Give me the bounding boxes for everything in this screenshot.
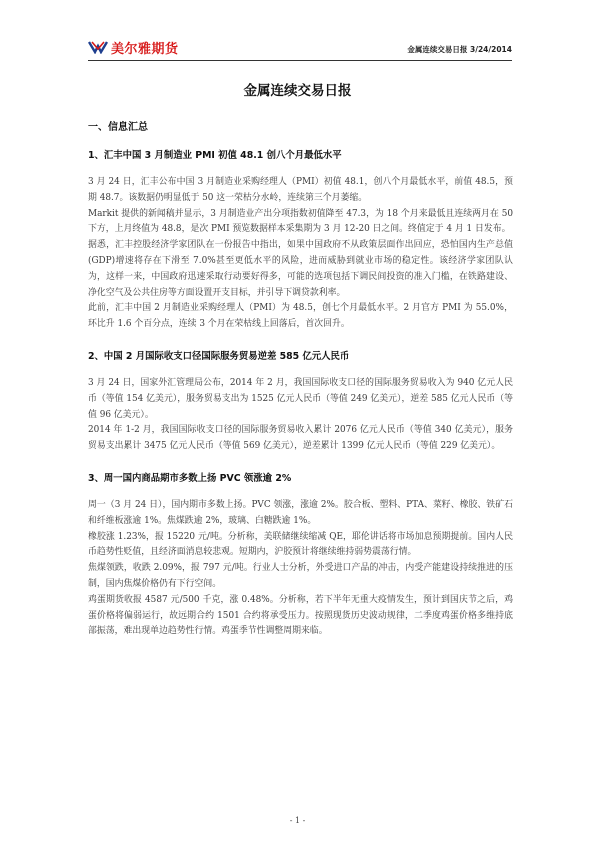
news-heading: 3、周一国内商品期市多数上扬 PVC 领涨逾 2% <box>88 472 292 484</box>
news-heading: 2、中国 2 月国际收支口径国际服务贸易逆差 585 亿元人民币 <box>88 350 350 362</box>
document-body <box>88 118 513 655</box>
paragraph: 3 月 24 日，汇丰公布中国 3 月制造业采购经理人（PMI）初值 48.1，创八个月最低水平，前值 48.5，预期 48.7。该数据仍明显低于 50 这一荣枯分水岭，连续第三个月萎缩。 <box>88 177 513 203</box>
paragraph: 鸡蛋期货收报 4587 元/500 千克，涨 0.48%。分析称，若下半年无重大疫情发生，预计到国庆节之后，鸡蛋价格将偏弱运行，故远期合约 1501 合约将承受压力。按照现货历史波动规律，二季度鸡蛋价格多维持底部振荡，难出现单边趋势性行情。鸡蛋季节性调整周期来临。 <box>88 594 513 637</box>
company-logo <box>88 39 179 55</box>
news-item-1 <box>88 147 513 333</box>
paragraph: Markit 提供的新闻稿并显示，3 月制造业产出分项指数初值降至 47.3，为 18 个月来最低且连续两月在 50 下方，上月终值为 48.8，是次 PMI 预览数据样本采集期为 3 月 12-20 日之间。终值定于 4 月 1 日发布。 <box>88 208 513 235</box>
news-heading: 1、汇丰中国 3 月制造业 PMI 初值 48.1 创八个月最低水平 <box>88 150 342 161</box>
page-header <box>88 36 512 61</box>
paragraph: 橡胶涨 1.23%，报 15220 元/吨。分析称，美联储继续缩减 QE，耶伦讲话将市场加息预期提前。国内人民币趋势性贬值，且经济面消息较悲观。短期内，沪胶预计将继续维持弱势震荡行情。 <box>88 531 513 558</box>
paragraph: 3 月 24 日，国家外汇管理局公布，2014 年 2 月，我国国际收支口径的国际服务贸易收入为 940 亿元人民币（等值 154 亿美元），服务贸易支出为 1525 亿元人民币（等值 249 亿美元），逆差 585 亿元人民币（等值 96 亿美元）。 <box>88 377 513 420</box>
logo-text: 美尔雅期货 <box>111 41 179 57</box>
paragraph: 2014 年 1-2 月，我国国际收支口径的国际服务贸易收入累计 2076 亿元人民币（等值 340 亿美元），服务贸易支出累计 3475 亿元人民币（等值 569 亿美元），逆差累计 1399 亿元人民币（等值 229 亿美元）。 <box>88 425 513 452</box>
header-report-date: 金属连续交易日报 3/24/2014 <box>407 45 512 54</box>
logo-icon <box>88 40 108 54</box>
paragraph: 据悉，汇丰控股经济学家团队在一份报告中指出，如果中国政府不从政策层面作出回应，恐怕国内生产总值(GDP)增速将存在下滑至 7.0%甚至更低水平的风险，进而威胁到就业市场的稳定性。该经济学家团队认为，这样一来，中国政府迅速采取行动要好得多，可能的选项包括下调民间投资的准入门槛，在铁路建设、净化空气及公共住房等方面设置开支目标，并引导下调贷款利率。 <box>88 240 513 298</box>
paragraph: 周一（3 月 24 日），国内期市多数上扬。PVC 领涨，涨逾 2%。胶合板、塑料、PTA、菜籽、橡胶、铁矿石和纤维板涨逾 1%。焦煤跌逾 2%，玻璃、白糖跌逾 1%。 <box>88 499 513 526</box>
paragraph: 此前，汇丰中国 2 月制造业采购经理人（PMI）为 48.5，创七个月最低水平。2 月官方 PMI 为 55.0%，环比升 1.6 个百分点，连续 3 个月在荣枯线上回落后，首次回升。 <box>88 303 513 330</box>
paragraph: 焦煤领跌，收跌 2.09%，报 797 元/吨。行业人士分析，外受进口产品的冲击，内受产能建设持续推进的压制，国内焦煤价格仍有下行空间。 <box>88 563 513 589</box>
section-heading: 一、信息汇总 <box>88 122 148 133</box>
page-number: - 1 - <box>289 816 306 825</box>
news-item-2 <box>88 348 513 455</box>
news-item-3 <box>88 470 513 640</box>
document-title: 金属连续交易日报 <box>243 83 352 99</box>
